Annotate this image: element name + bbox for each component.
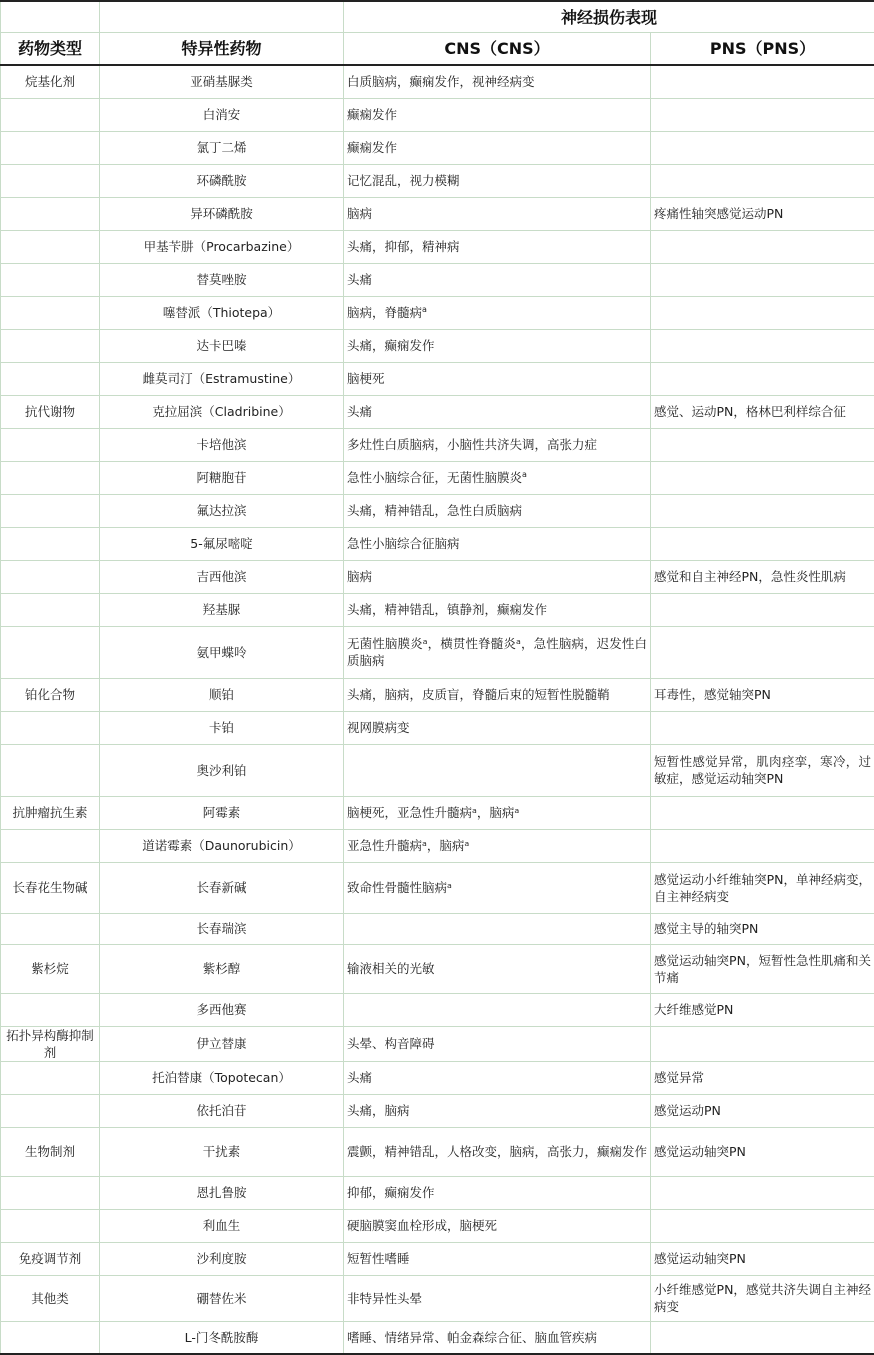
- table-row: [1, 395, 874, 428]
- drug-type-cell: 免疫调节剂: [1, 1242, 100, 1275]
- drug-type-cell: 其他类: [1, 1275, 100, 1321]
- table-row: [1, 494, 874, 527]
- drug-name-cell: 依托泊苷: [100, 1094, 344, 1127]
- cns-cell: 短暂性嗜睡: [344, 1242, 651, 1275]
- cns-text: 脑病，脊髓病: [347, 305, 422, 320]
- drug-type-cell: 长春花生物碱: [1, 862, 100, 913]
- pns-cell: [651, 1321, 874, 1354]
- table-row: [1, 1061, 874, 1094]
- table-row: [1, 527, 874, 560]
- drug-name-cell: 替莫唑胺: [100, 263, 344, 296]
- drug-name-cell: 羟基脲: [100, 593, 344, 626]
- cns-cell: 头痛: [344, 395, 651, 428]
- drug-type-cell: [1, 1061, 100, 1094]
- cns-text: 急性小脑综合征，无菌性脑膜炎: [347, 470, 522, 485]
- table-row: [1, 1176, 874, 1209]
- drug-type-cell: [1, 626, 100, 678]
- drug-name-cell: 吉西他滨: [100, 560, 344, 593]
- drug-type-cell: [1, 1321, 100, 1354]
- drug-name-cell: 雌莫司汀（Estramustine）: [100, 362, 344, 395]
- drug-name-cell: 利血生: [100, 1209, 344, 1242]
- pns-cell: 感觉主导的轴突PN: [651, 913, 874, 944]
- drug-name-cell: 氨甲蝶呤: [100, 626, 344, 678]
- drug-type-cell: [1, 1209, 100, 1242]
- table-row: [1, 1026, 874, 1061]
- cns-cell: 致命性骨髓性脑病ᵃ: [344, 862, 651, 913]
- cns-cell: 头痛: [344, 263, 651, 296]
- pns-cell: 感觉运动轴突PN，短暂性急性肌痛和关节痛: [651, 944, 874, 993]
- table-row: [1, 164, 874, 197]
- cns-cell: 头痛，抑郁，精神病: [344, 230, 651, 263]
- drug-name-cell: 阿霉素: [100, 796, 344, 829]
- pns-cell: [651, 1026, 874, 1061]
- drug-type-cell: [1, 829, 100, 862]
- drug-type-cell: [1, 428, 100, 461]
- table-row: [1, 461, 874, 494]
- table-row: [1, 98, 874, 131]
- pns-cell: 感觉运动PN: [651, 1094, 874, 1127]
- drug-type-cell: [1, 711, 100, 744]
- drug-name-cell: 亚硝基脲类: [100, 65, 344, 98]
- drug-type-cell: [1, 131, 100, 164]
- pns-cell: 疼痛性轴突感觉运动PN: [651, 197, 874, 230]
- drug-type-cell: [1, 461, 100, 494]
- pns-cell: [651, 65, 874, 98]
- drug-name-cell: L-门冬酰胺酶: [100, 1321, 344, 1354]
- drug-type-cell: 生物制剂: [1, 1127, 100, 1176]
- drug-name-cell: 异环磷酰胺: [100, 197, 344, 230]
- drug-type-cell: [1, 197, 100, 230]
- pns-cell: [651, 1209, 874, 1242]
- pns-cell: [651, 296, 874, 329]
- drug-type-cell: 紫杉烷: [1, 944, 100, 993]
- drug-name-cell: 噻替派（Thiotepa）: [100, 296, 344, 329]
- cns-cell: 头痛: [344, 1061, 651, 1094]
- pns-cell: [651, 829, 874, 862]
- drug-type-cell: [1, 527, 100, 560]
- drug-type-cell: 抗肿瘤抗生素: [1, 796, 100, 829]
- table-row: [1, 428, 874, 461]
- table-row: [1, 263, 874, 296]
- footnote-marker: a: [522, 470, 527, 479]
- drug-name-cell: 顺铂: [100, 678, 344, 711]
- drug-name-cell: 5-氟尿嘧啶: [100, 527, 344, 560]
- drug-name-cell: 卡铂: [100, 711, 344, 744]
- pns-cell: [651, 461, 874, 494]
- table-row: [1, 329, 874, 362]
- pns-cell: [651, 593, 874, 626]
- drug-type-cell: [1, 329, 100, 362]
- drug-name-cell: 达卡巴嗪: [100, 329, 344, 362]
- drug-name-cell: 多西他赛: [100, 993, 344, 1026]
- table-row: [1, 626, 874, 678]
- cns-cell: 头晕、构音障碍: [344, 1026, 651, 1061]
- table-row: [1, 131, 874, 164]
- cns-cell: 癫痫发作: [344, 131, 651, 164]
- pns-cell: 感觉、运动PN，格林巴利样综合征: [651, 395, 874, 428]
- cns-cell: 非特异性头晕: [344, 1275, 651, 1321]
- table-row: [1, 796, 874, 829]
- cns-cell: 急性小脑综合征脑病: [344, 527, 651, 560]
- drug-name-cell: 长春瑞滨: [100, 913, 344, 944]
- drug-name-cell: 长春新碱: [100, 862, 344, 913]
- drug-name-cell: 恩扎鲁胺: [100, 1176, 344, 1209]
- pns-cell: [651, 164, 874, 197]
- pns-cell: [651, 527, 874, 560]
- pns-cell: [651, 494, 874, 527]
- cns-cell: 癫痫发作: [344, 98, 651, 131]
- pns-cell: 耳毒性，感觉轴突PN: [651, 678, 874, 711]
- table-row: [1, 65, 874, 98]
- drug-type-cell: 抗代谢物: [1, 395, 100, 428]
- header-group-title: 神经损伤表现: [344, 1, 874, 33]
- pns-cell: [651, 362, 874, 395]
- table-row: [1, 362, 874, 395]
- table-row: [1, 1094, 874, 1127]
- pns-cell: 短暂性感觉异常，肌肉痉挛，寒冷，过敏症，感觉运动轴突PN: [651, 744, 874, 796]
- table-row: [1, 1209, 874, 1242]
- table-row: [1, 296, 874, 329]
- cns-cell: 脑梗死，亚急性升髓病ᵃ，脑病ᵃ: [344, 796, 651, 829]
- table-row: [1, 1275, 874, 1321]
- pns-cell: [651, 711, 874, 744]
- drug-type-cell: [1, 362, 100, 395]
- drug-name-cell: 干扰素: [100, 1127, 344, 1176]
- drug-name-cell: 环磷酰胺: [100, 164, 344, 197]
- cns-cell: 头痛，精神错乱，急性白质脑病: [344, 494, 651, 527]
- drug-type-cell: [1, 560, 100, 593]
- cns-cell: 视网膜病变: [344, 711, 651, 744]
- table-row: [1, 593, 874, 626]
- table-row: [1, 678, 874, 711]
- drug-type-cell: [1, 913, 100, 944]
- pns-cell: 大纤维感觉PN: [651, 993, 874, 1026]
- drug-name-cell: 硼替佐米: [100, 1275, 344, 1321]
- drug-name-cell: 氟达拉滨: [100, 494, 344, 527]
- pns-cell: 感觉运动小纤维轴突PN，单神经病变，自主神经病变: [651, 862, 874, 913]
- cns-cell: [344, 296, 651, 329]
- cns-cell: 嗜睡、情绪异常、帕金森综合征、脑血管疾病: [344, 1321, 651, 1354]
- pns-cell: [651, 263, 874, 296]
- header-specific-drug: 特异性药物: [100, 33, 344, 66]
- cns-cell: 白质脑病，癫痫发作，视神经病变: [344, 65, 651, 98]
- drug-type-cell: [1, 593, 100, 626]
- header-row-group: [1, 1, 874, 33]
- pns-cell: [651, 1176, 874, 1209]
- cns-cell: 亚急性升髓病ᵃ，脑病ᵃ: [344, 829, 651, 862]
- cns-cell: 脑梗死: [344, 362, 651, 395]
- table-row: [1, 862, 874, 913]
- cns-cell: 记忆混乱，视力模糊: [344, 164, 651, 197]
- drug-type-cell: 拓扑异构酶抑制剂: [1, 1026, 100, 1061]
- pns-cell: 感觉和自主神经PN，急性炎性肌病: [651, 560, 874, 593]
- drug-type-cell: [1, 164, 100, 197]
- pns-cell: 感觉运动轴突PN: [651, 1242, 874, 1275]
- cns-cell: [344, 461, 651, 494]
- table-row: [1, 829, 874, 862]
- cns-cell: 抑郁，癫痫发作: [344, 1176, 651, 1209]
- cns-cell: [344, 913, 651, 944]
- header-pns: PNS（PNS）: [651, 33, 874, 66]
- table-row: [1, 993, 874, 1026]
- table-row: [1, 560, 874, 593]
- drug-name-cell: 卡培他滨: [100, 428, 344, 461]
- drug-name-cell: 甲基苄肼（Procarbazine）: [100, 230, 344, 263]
- drug-type-cell: [1, 1094, 100, 1127]
- cns-cell: 头痛，癫痫发作: [344, 329, 651, 362]
- drug-name-cell: 伊立替康: [100, 1026, 344, 1061]
- drug-type-cell: 铂化合物: [1, 678, 100, 711]
- header-drug-type: 药物类型: [1, 33, 100, 66]
- table-row: [1, 711, 874, 744]
- drug-name-cell: 道诺霉素（Daunorubicin）: [100, 829, 344, 862]
- header-blank-2: [100, 1, 344, 33]
- drug-name-cell: 奥沙利铂: [100, 744, 344, 796]
- table-row: [1, 744, 874, 796]
- footnote-marker: a: [422, 305, 427, 314]
- cns-cell: [344, 744, 651, 796]
- table-row: [1, 1321, 874, 1354]
- cns-cell: 震颤，精神错乱，人格改变，脑病，高张力，癫痫发作: [344, 1127, 651, 1176]
- pns-cell: [651, 131, 874, 164]
- header-cns: CNS（CNS）: [344, 33, 651, 66]
- cns-cell: 头痛，脑病: [344, 1094, 651, 1127]
- pns-cell: 小纤维感觉PN，感觉共济失调自主神经病变: [651, 1275, 874, 1321]
- drug-name-cell: 克拉屈滨（Cladribine）: [100, 395, 344, 428]
- pns-cell: [651, 230, 874, 263]
- drug-name-cell: 氯丁二烯: [100, 131, 344, 164]
- drug-type-cell: [1, 230, 100, 263]
- table-body: [1, 65, 874, 1354]
- drug-name-cell: 托泊替康（Topotecan）: [100, 1061, 344, 1094]
- drug-type-cell: [1, 263, 100, 296]
- drug-name-cell: 沙利度胺: [100, 1242, 344, 1275]
- drug-type-cell: [1, 296, 100, 329]
- drug-type-cell: [1, 98, 100, 131]
- drug-type-cell: [1, 744, 100, 796]
- table-row: [1, 197, 874, 230]
- pns-cell: [651, 796, 874, 829]
- cns-cell: 头痛，脑病，皮质盲，脊髓后束的短暂性脱髓鞘: [344, 678, 651, 711]
- cns-cell: 输液相关的光敏: [344, 944, 651, 993]
- table-row: [1, 944, 874, 993]
- pns-cell: 感觉运动轴突PN: [651, 1127, 874, 1176]
- pns-cell: 感觉异常: [651, 1061, 874, 1094]
- header-row-columns: [1, 33, 874, 66]
- pns-cell: [651, 428, 874, 461]
- cns-cell: [344, 993, 651, 1026]
- cns-cell: 多灶性白质脑病，小脑性共济失调，高张力症: [344, 428, 651, 461]
- pns-cell: [651, 329, 874, 362]
- drug-type-cell: [1, 1176, 100, 1209]
- header-blank-1: [1, 1, 100, 33]
- table-row: [1, 230, 874, 263]
- table-row: [1, 1127, 874, 1176]
- drug-type-cell: 烷基化剂: [1, 65, 100, 98]
- pns-cell: [651, 98, 874, 131]
- cns-cell: 脑病: [344, 560, 651, 593]
- drug-type-cell: [1, 993, 100, 1026]
- table-row: [1, 913, 874, 944]
- drug-type-cell: [1, 494, 100, 527]
- pns-cell: [651, 626, 874, 678]
- cns-cell: 无菌性脑膜炎ᵃ，横贯性脊髓炎ᵃ，急性脑病，迟发性白质脑病: [344, 626, 651, 678]
- cns-cell: 硬脑膜窦血栓形成，脑梗死: [344, 1209, 651, 1242]
- table-row: [1, 1242, 874, 1275]
- drug-name-cell: 白消安: [100, 98, 344, 131]
- drug-name-cell: 紫杉醇: [100, 944, 344, 993]
- drug-name-cell: 阿糖胞苷: [100, 461, 344, 494]
- cns-cell: 头痛，精神错乱，镇静剂，癫痫发作: [344, 593, 651, 626]
- cns-cell: 脑病: [344, 197, 651, 230]
